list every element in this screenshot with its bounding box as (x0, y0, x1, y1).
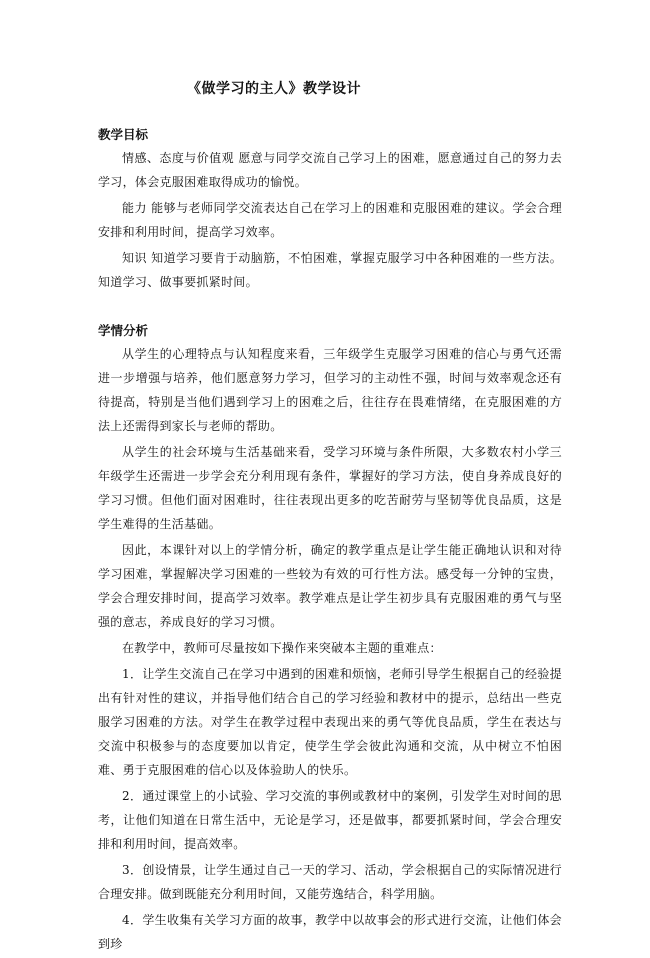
document-title: 《做学习的主人》教学设计 (187, 81, 361, 97)
paragraph: 知识 知道学习要肯于动脑筋，不怕困难，掌握克服学习中各种困难的一些方法。知道学习、做事要抓紧时间。 (98, 251, 562, 289)
list-item: 3．创设情景，让学生通过自己一天的学习、活动，学会根据自己的实际情况进行合理安排。做到既能充分利用时间，又能劳逸结合，科学用脑。 (98, 863, 562, 901)
list-item: 1．让学生交流自己在学习中遇到的困难和烦恼，老师引导学生根据自己的经验提出有针对性的建议，并指导他们结合自己的学习经验和教材中的提示，总结出一些克服学习困难的方法。对学生在教学过程中表现出来的勇气等优良品质，学生在表达与交流中积极参与的态度要加以肯定，使学生学会彼此沟通和交流，从中树立不怕困难、勇于克服困难的信心以及体验助人的快乐。 (98, 667, 562, 777)
list-item: 2．通过课堂上的小试验、学习交流的事例或教材中的案例，引发学生对时间的思考，让他们知道在日常生活中，无论是学习，还是做事，都要抓紧时间，学会合理安排和利用时间，提高效率。 (98, 789, 562, 851)
paragraph: 情感、态度与价值观 愿意与同学交流自己学习上的困难，愿意通过自己的努力去学习，体会克服困难取得成功的愉悦。 (98, 151, 562, 189)
paragraph: 因此，本课针对以上的学情分析，确定的教学重点是让学生能正确地认识和对待学习困难，掌握解决学习困难的一些较为有效的可行性方法。感受每一分钟的宝贵，学会合理安排时间，提高学习效率。教学难点是让学生初步具有克服困难的勇气与坚强的意志，养成良好的学习习惯。 (98, 543, 562, 629)
section-gap (98, 296, 562, 320)
paragraph: 能力 能够与老师同学交流表达自己在学习上的困难和克服困难的建议。学会合理安排和利用时间，提高学习效率。 (98, 201, 562, 239)
document-body (98, 124, 562, 958)
section-heading: 教学目标 (98, 127, 149, 142)
paragraph: 从学生的心理特点与认知程度来看，三年级学生克服学习困难的信心与勇气还需进一步增强与培养，他们愿意努力学习，但学习的主动性不强，时间与效率观念还有待提高，特别是当他们遇到学习上的困难之后，往往存在畏难情绪，在克服困难的方法上还需得到家长与老师的帮助。 (98, 347, 562, 433)
paragraph: 在教学中，教师可尽量按如下操作来突破本主题的重难点： (122, 641, 442, 655)
list-item: 4．学生收集有关学习方面的故事，教学中以故事会的形式进行交流，让他们体会到珍 (98, 913, 562, 951)
section-teaching-goals (98, 124, 562, 294)
section-learner-analysis (98, 320, 562, 956)
section-heading: 学情分析 (98, 323, 149, 338)
paragraph: 从学生的社会环境与生活基础来看，受学习环境与条件所限，大多数农村小学三年级学生还需进一步学会充分利用现有条件，掌握好的学习方法，使自身养成良好的学习习惯。但他们面对困难时，往往表现出更多的吃苦耐劳与坚韧等优良品质，这是学生难得的生活基础。 (98, 445, 562, 531)
